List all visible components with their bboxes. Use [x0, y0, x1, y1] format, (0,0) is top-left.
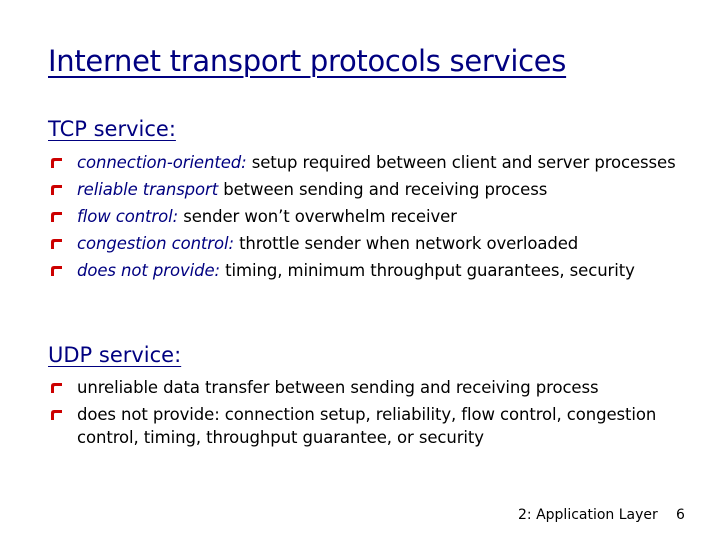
- list-item: [48, 205, 688, 228]
- tcp-item-term: congestion control:: [77, 234, 234, 253]
- list-item: [48, 376, 688, 399]
- tcp-item-text: between sending and receiving process: [218, 180, 548, 199]
- tcp-item-text: timing, minimum throughput guarantees, security: [220, 261, 635, 280]
- list-item: [48, 178, 688, 201]
- list-item: [48, 403, 688, 449]
- tcp-item-term: reliable transport: [77, 180, 219, 199]
- udp-item-text: unreliable data transfer between sending and receiving process: [77, 378, 599, 397]
- udp-service-list: [48, 376, 688, 453]
- red-bullet-icon: [50, 265, 63, 277]
- red-bullet-icon: [50, 184, 63, 196]
- udp-service-heading: UDP service:: [48, 343, 182, 367]
- page-number: 6: [676, 507, 685, 523]
- udp-item-text: does not provide: connection setup, reliability, flow control, congestion control, timing, throughput guarantee, or security: [77, 405, 657, 447]
- red-bullet-icon: [50, 382, 63, 394]
- tcp-item-term: connection-oriented:: [77, 153, 247, 172]
- red-bullet-icon: [50, 238, 63, 250]
- tcp-service-heading: TCP service:: [48, 117, 176, 141]
- list-item: [48, 259, 688, 282]
- list-item: [48, 232, 688, 255]
- tcp-item-term: flow control:: [77, 207, 179, 226]
- red-bullet-icon: [50, 409, 63, 421]
- tcp-service-list: [48, 151, 688, 286]
- footer-label: 2: Application Layer: [518, 507, 658, 523]
- red-bullet-icon: [50, 157, 63, 169]
- tcp-item-text: sender won’t overwhelm receiver: [178, 207, 457, 226]
- slide-title: Internet transport protocols services: [48, 44, 567, 78]
- red-bullet-icon: [50, 211, 63, 223]
- list-item: [48, 151, 688, 174]
- tcp-item-text: throttle sender when network overloaded: [233, 234, 579, 253]
- tcp-item-text: setup required between client and server processes: [246, 153, 676, 172]
- tcp-item-term: does not provide:: [77, 261, 221, 280]
